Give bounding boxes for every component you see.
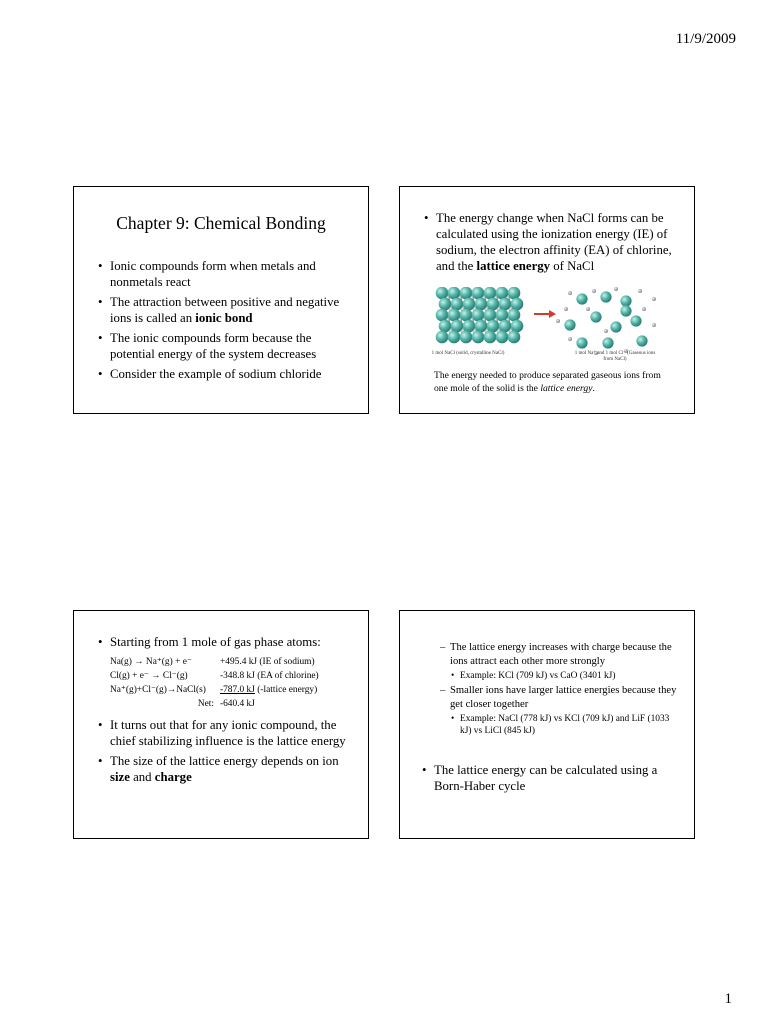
cl-ion [600, 291, 611, 302]
na-ion [568, 337, 572, 341]
net-value: -640.4 kJ [220, 699, 255, 709]
dash-item: – The lattice energy increases with charge because the ions attract each other more strongly [440, 641, 682, 669]
bullet-item [96, 753, 358, 785]
bullet-item [96, 366, 346, 382]
bullet-item [96, 634, 358, 711]
bullet-text: It turns out that for any ionic compound, the chief stabilizing influence is the lattice energy [110, 718, 346, 748]
bullet-item [96, 258, 346, 290]
cl-ion [636, 335, 647, 346]
header-date: 11/9/2009 [675, 31, 736, 47]
na-ion [564, 307, 568, 311]
equation-block [110, 655, 358, 711]
sub-bullet: • Example: KCl (709 kJ) vs CaO (3401 kJ) [440, 670, 682, 682]
equation-row [110, 669, 358, 683]
slide-4 [399, 610, 695, 839]
bullet-item [422, 210, 682, 274]
figure-caption [434, 369, 674, 395]
na-ion [652, 297, 656, 301]
bullet-item [96, 294, 346, 326]
bullet-text: The size of the lattice energy depends on ion [110, 754, 339, 768]
cl-ion [508, 309, 521, 322]
bold-term: size [110, 770, 130, 784]
cl-ion [620, 305, 631, 316]
bullet-text: The attraction between positive and negative ions is called an [110, 295, 340, 325]
bullet-list [96, 258, 346, 386]
sub-bullet: • Example: NaCl (778 kJ) vs KCl (709 kJ) and LiF (1033 kJ) vs LiCl (845 kJ) [440, 713, 682, 737]
cl-ion [436, 331, 449, 344]
na-ion [604, 329, 608, 333]
na-ion [642, 307, 646, 311]
cl-ion [448, 331, 461, 344]
cl-ion [576, 293, 587, 304]
figure-caption-right: 1 mol Na⁺ and 1 mol Cl⁻ (Gaseous ions from NaCl) [574, 351, 656, 362]
bullet-item [96, 717, 358, 749]
na-ion [586, 307, 590, 311]
na-ion [592, 289, 596, 293]
caption-text: . [592, 383, 595, 394]
bullet-item [96, 330, 346, 362]
cl-ion [602, 337, 613, 348]
bold-term: lattice energy [476, 259, 551, 273]
crystal-lattice [436, 287, 524, 343]
equation-lhs: Cl(g) + e⁻ → Cl⁻(g) [110, 671, 188, 681]
italic-term: lattice energy [540, 383, 593, 394]
slide-3 [73, 610, 369, 839]
slide-2 [399, 186, 695, 414]
net-label: Net: [197, 699, 214, 709]
dash-list [440, 641, 682, 739]
na-ion [556, 319, 560, 323]
cl-ion [564, 319, 575, 330]
bullet-text: Ionic compounds form when metals and nonmetals react [110, 259, 316, 289]
bullet-item [420, 762, 685, 794]
cl-ion [630, 315, 641, 326]
dash-item: – Smaller ions have larger lattice energies because they get closer together [440, 684, 682, 712]
bullet-text: The ionic compounds form because the potential energy of the system decreases [110, 331, 317, 361]
equation-lhs: Na(g) → Na⁺(g) + e⁻ [110, 657, 192, 667]
equation-value: -787.0 kJ [220, 685, 255, 695]
page-number: 1 [724, 991, 732, 1007]
na-ion [638, 289, 642, 293]
figure-caption-left: 1 mol NaCl (solid, crystalline NaCl) [431, 351, 505, 356]
bold-term: ionic bond [195, 311, 253, 325]
bullet-text: of NaCl [550, 259, 595, 273]
bold-term: charge [154, 770, 192, 784]
bullet-text: The lattice energy can be calculated using a Born-Haber cycle [434, 763, 658, 793]
equation-lhs: Na⁺(g)+Cl⁻(g)→NaCl(s) [110, 685, 206, 695]
cl-ion [610, 321, 621, 332]
bullet-text: Starting from 1 mole of gas phase atoms: [110, 635, 321, 649]
cl-ion [511, 320, 524, 333]
bullet-list [96, 634, 358, 789]
equation-net-row [110, 697, 358, 711]
cl-ion [511, 298, 524, 311]
equation-rhs: +495.4 kJ (IE of sodium) [220, 657, 315, 667]
na-ion [614, 287, 618, 291]
equation-row [110, 655, 358, 669]
cl-ion [508, 331, 521, 344]
na-ion [568, 291, 572, 295]
caption-text: The energy needed to produce separated gaseous ions from one mole of the solid is the [434, 370, 661, 394]
bullet-list [422, 210, 682, 278]
cl-ion [590, 311, 601, 322]
equation-rhs: (-lattice energy) [254, 685, 318, 695]
bullet-text: and [129, 770, 155, 784]
bullet-text: The energy change when NaCl forms can be calculated using the ionization energy (IE) of sodium, the electron affinity (EA) of chlorine, and the [436, 211, 672, 273]
equation-row [110, 683, 358, 697]
red-arrow-icon [534, 310, 556, 318]
bullet-list [420, 762, 685, 798]
slide-title: Chapter 9: Chemical Bonding [116, 213, 326, 233]
cl-ion [620, 295, 631, 306]
cl-ion [508, 287, 521, 299]
cl-ion [484, 331, 497, 344]
bullet-text: Consider the example of sodium chloride [110, 367, 322, 381]
gaseous-ions [556, 287, 656, 355]
cl-ion [460, 331, 473, 344]
cl-ion [472, 331, 485, 344]
cl-ion [496, 331, 509, 344]
nacl-lattice-figure [430, 287, 670, 373]
cl-ion [576, 337, 587, 348]
equation-rhs: -348.8 kJ (EA of chlorine) [220, 671, 319, 681]
na-ion [652, 323, 656, 327]
slide-1 [73, 186, 369, 414]
